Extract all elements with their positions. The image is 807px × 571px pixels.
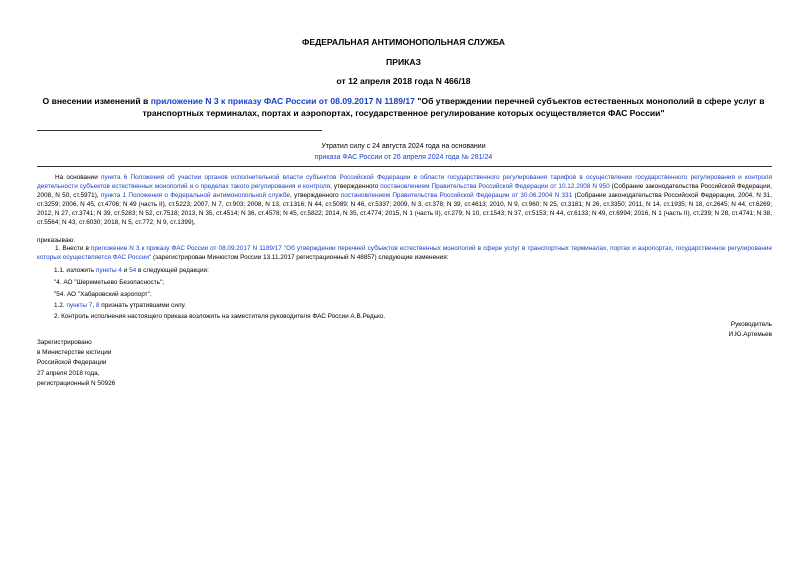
validity-note-line2: [0, 152, 807, 163]
item-1-1-text-3: в следующей редакции:: [136, 267, 209, 274]
preamble-text-1: На основании: [55, 174, 102, 181]
document-type: ПРИКАЗ: [386, 57, 421, 67]
agency-name: ФЕДЕРАЛЬНАЯ АНТИМОНОПОЛЬНАЯ СЛУЖБА: [302, 37, 505, 47]
order-word: приказываю:: [37, 237, 75, 244]
preamble-text-2: , утвержденного: [330, 182, 381, 190]
item-1-link[interactable]: приложение N 3 к приказу ФАС России от 08.09.2017 N 1189/17 "Об утверждении перечней субъектов естественных монополий в сфере услуг в транспортных терминалах, портах и аэропортах, государственное регулирование которых осуществляется ФАС России": [37, 245, 772, 261]
item-1-text-2: (зарегистрирован Минюстом России 13.11.2017 регистрационный N 48857) следующие изменения:: [151, 253, 449, 261]
quote-item-4: "4. АО "Шереметьево Безопасность";: [54, 279, 165, 286]
title-divider: [37, 130, 322, 131]
validity-note-line1: Утратил силу с 24 августа 2024 года на основании: [321, 143, 486, 150]
preamble-text-4: , утвержденного: [289, 191, 341, 199]
preamble-link-2[interactable]: постановлением Правительства Российской Федерации от 10.12.2008 N 950: [380, 182, 610, 190]
title-rest: "Об утверждении перечней субъектов естественных монополий в сфере услуг в транспортных терминалах, портах и аэропортах, государственное регулирование которых осуществляется ФАС России": [142, 96, 765, 118]
item-1-2: [54, 301, 186, 310]
preamble-link-1[interactable]: пункта 6 Положения об участии органов исполнительной власти субъектов Российской Федерации в области государственного регулирования тарифов в осуществлении государственного регулирования и контроля деятельности субъектов естественных монополий и о пределах такого регулирования и контроля: [37, 174, 772, 190]
registration-line-3: Российской Федерации: [37, 359, 107, 367]
item-1-paragraph: [37, 245, 772, 263]
registration-block: [37, 338, 115, 389]
preamble-paragraph: [37, 174, 772, 227]
preamble-text-3: (Собрание законодательства Российской Федерации, 2008, N 50, ст.5971),: [37, 182, 773, 199]
item-1-1-text-2: и: [121, 267, 130, 274]
validity-note-link[interactable]: приказа ФАС России от 26 апреля 2024 года № 281/24: [314, 154, 493, 161]
item-1-2-text-3: признать утратившими силу.: [99, 302, 186, 309]
validity-divider: [37, 166, 772, 167]
signature-role: Руководитель: [730, 321, 772, 328]
item-1-2-link-2[interactable]: 8: [95, 302, 100, 309]
document-title: [35, 95, 772, 119]
title-prefix: О внесении изменений в: [42, 96, 151, 106]
item-1-1-link-1[interactable]: пункты 4: [96, 267, 122, 274]
preamble-link-3[interactable]: пункта 1 Положения о Федеральной антимонопольной службе: [100, 191, 290, 199]
registration-line-4: 27 апреля 2018 года,: [37, 369, 100, 377]
preamble-text-5: (Собрание законодательства Российской Федерации, 2004, N 31, ст.3259; 2006, N 45, ст.4706; N 49 (часть II), ст.5223; 2007, N 7, ст.903; 2008, N 13, ст.1316; N 44, ст.5089; N 46, ст.5337; 2009, N 3, ст.378; N 39, ст.4613; 2010, N 9, ст.960; N 25, ст.3181; N 26, ст.3350; 2011, N 14, ст.1935; N 18, ст.2645; N 44, ст.6269; 2012, N 27, ст.3741; N 39, ст.5283; N 52, ст.7518; 2013, N 35, ст.4514; N 36, ст.4578; N 45, ст.5822; 2014, N 35, ст.4774; 2015, N 1 (часть II), ст.279; N 10, ст.1543; N 37, ст.5153; N 44, ст.6133; N 49, ст.6994; 2016, N 1 (часть II), ст.239; N 28, ст.4741; N 38, ст.5564; N 43, ст.6030; 2018, N 5, ст.772; N 9, ст.1399),: [37, 191, 772, 226]
registration-line-1: Зарегистрировано: [37, 339, 92, 346]
title-link[interactable]: приложение N 3 к приказу ФАС России от 08.09.2017 N 1189/17: [150, 96, 415, 106]
item-1-2-text-1: 1.2.: [54, 302, 67, 309]
item-1-2-text-2: ,: [92, 302, 96, 309]
document-date-number: от 12 апреля 2018 года N 466/18: [336, 76, 471, 86]
preamble-link-4[interactable]: постановлением Правительства Российской Федерации от 30.06.2004 N 331: [340, 191, 573, 199]
item-1-text-1: 1. Внести в: [55, 245, 91, 252]
registration-line-5: регистрационный N 50926: [37, 379, 116, 387]
registration-line-2: в Министерстве юстиции: [37, 349, 112, 357]
item-1-1-link-2[interactable]: 54: [129, 267, 137, 274]
item-1-1-text-1: 1.1. изложить: [54, 267, 97, 274]
item-2: 2. Контроль исполнения настоящего приказа возложить на заместителя руководителя ФАС России А.В.Редько.: [54, 313, 386, 320]
item-1-2-link-1[interactable]: пункты 7: [66, 302, 93, 309]
signature-name: И.Ю.Артемьев: [728, 331, 772, 338]
quote-item-54: "54. АО "Хабаровский аэропорт".: [54, 291, 152, 298]
item-1-1: [54, 266, 209, 275]
